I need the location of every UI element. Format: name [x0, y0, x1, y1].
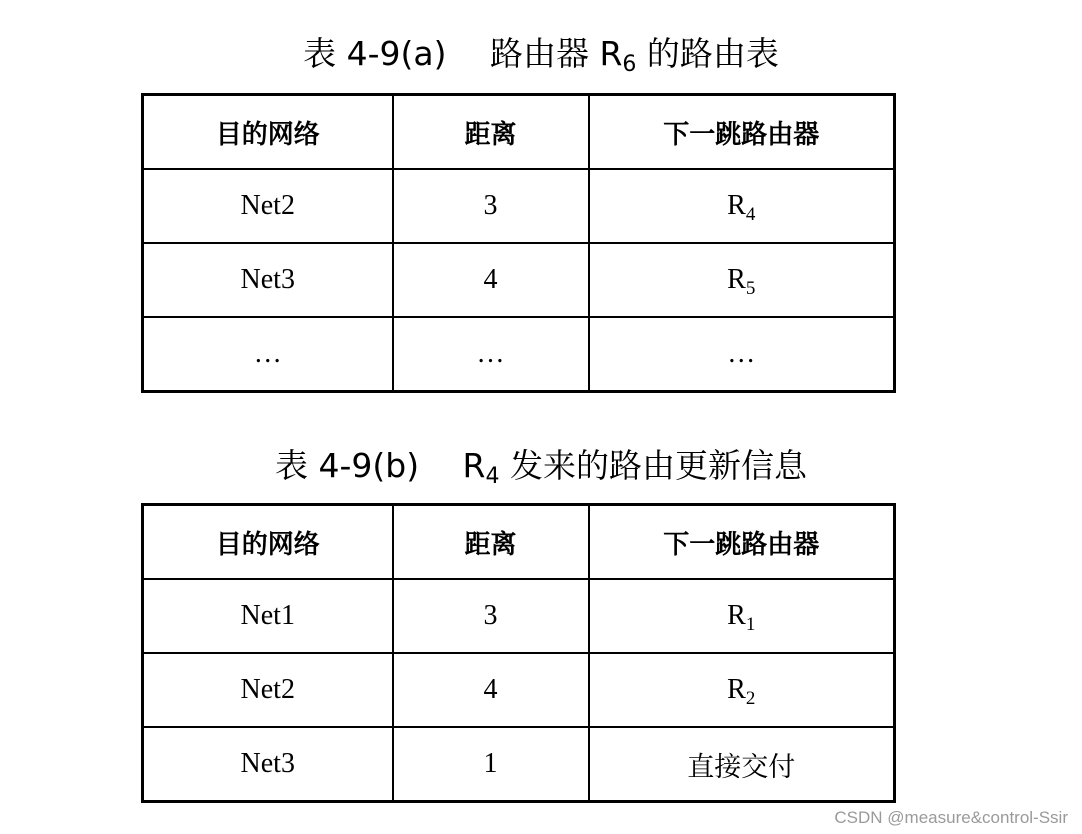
cell-next-hop [589, 169, 895, 243]
table-b-caption-sub: 4 [485, 464, 500, 489]
cell-network: Net1 [143, 579, 393, 653]
cell-distance: 4 [393, 653, 589, 727]
cell-network: Net3 [143, 243, 393, 317]
next-hop-text: R [727, 600, 746, 631]
cell-network: Net2 [143, 169, 393, 243]
cell-network: Net3 [143, 727, 393, 802]
table-row [143, 243, 895, 317]
cell-network: … [143, 317, 393, 392]
cell-next-hop [589, 653, 895, 727]
cell-distance: 3 [393, 579, 589, 653]
next-hop-subscript: 1 [745, 614, 756, 635]
table-b-caption-suffix: 发来的路由更新信息 [499, 446, 807, 485]
cell-network: Net2 [143, 653, 393, 727]
routing-table-r6 [141, 93, 896, 393]
cell-distance: 4 [393, 243, 589, 317]
table-row [143, 579, 895, 653]
cell-distance: 1 [393, 727, 589, 802]
table-a-caption [0, 34, 1082, 77]
table-a-caption-suffix: 的路由表 [636, 34, 779, 73]
table-row [143, 727, 895, 802]
table-header-row [143, 505, 895, 580]
table-row [143, 169, 895, 243]
header-distance: 距离 [393, 95, 589, 170]
cell-next-hop [589, 727, 895, 802]
cell-distance: … [393, 317, 589, 392]
table-a-caption-sub: 6 [622, 52, 637, 77]
table-row [143, 317, 895, 392]
next-hop-text: R [727, 674, 746, 705]
table-a-caption-prefix: 表 4-9(a) 路由器 R [303, 34, 623, 73]
header-next-hop-router: 下一跳路由器 [589, 505, 895, 580]
table-row [143, 653, 895, 727]
next-hop-text: R [727, 190, 746, 221]
cell-next-hop [589, 243, 895, 317]
watermark: CSDN @measure&control-Ssir [834, 808, 1068, 827]
routing-update-from-r4 [141, 503, 896, 803]
cell-distance: 3 [393, 169, 589, 243]
next-hop-subscript: 4 [745, 204, 756, 225]
table-b-caption-prefix: 表 4-9(b) R [274, 446, 486, 485]
header-destination-network: 目的网络 [143, 95, 393, 170]
next-hop-text: R [727, 264, 746, 295]
next-hop-subscript: 2 [745, 688, 756, 709]
header-next-hop-router: 下一跳路由器 [589, 95, 895, 170]
next-hop-subscript: 5 [745, 278, 756, 299]
table-header-row [143, 95, 895, 170]
header-distance: 距离 [393, 505, 589, 580]
header-destination-network: 目的网络 [143, 505, 393, 580]
table-b-caption [0, 446, 1082, 489]
cell-next-hop [589, 317, 895, 392]
next-hop-text: 直接交付 [687, 751, 796, 783]
cell-next-hop [589, 579, 895, 653]
next-hop-text: … [727, 338, 756, 369]
